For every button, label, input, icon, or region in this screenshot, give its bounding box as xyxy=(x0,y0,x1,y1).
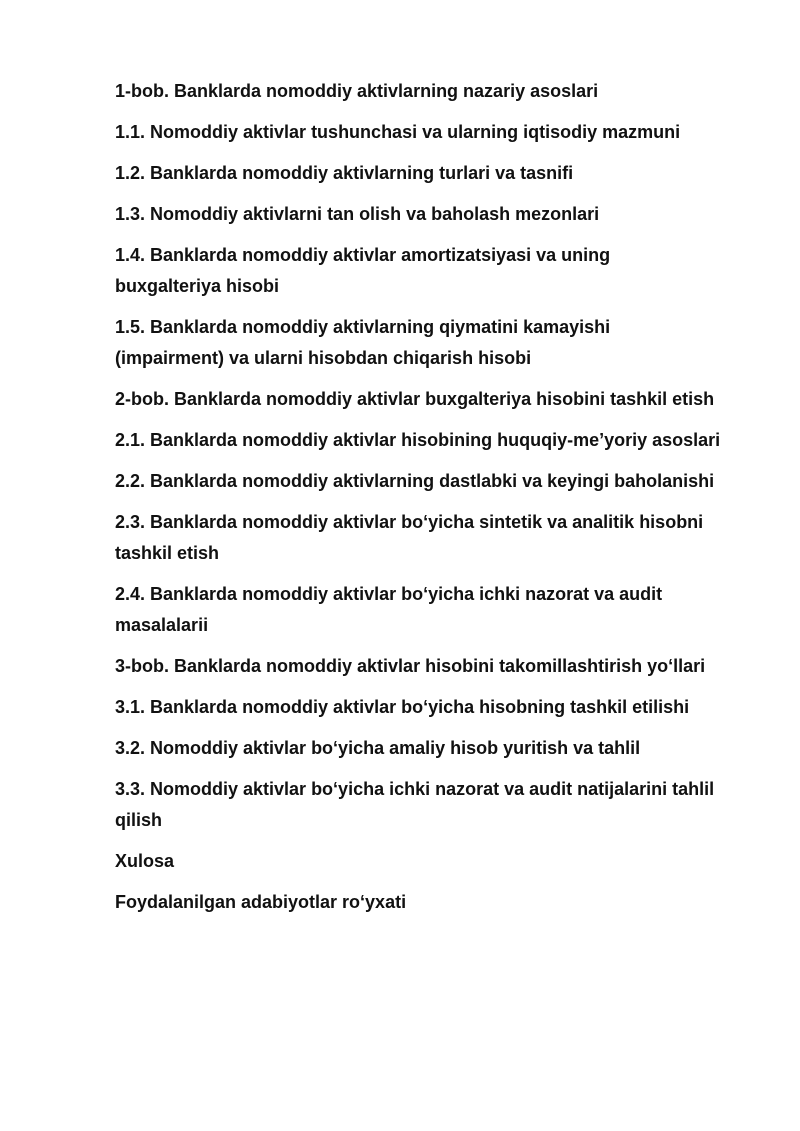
toc-section-3-2: 3.2. Nomoddiy aktivlar bo‘yicha amaliy hisob yuritish va tahlil xyxy=(115,738,641,758)
toc-section-2-4: 2.4. Banklarda nomoddiy aktivlar bo‘yicha ichki nazorat va audit masalalarii xyxy=(115,584,663,635)
toc-section-1-2: 1.2. Banklarda nomoddiy aktivlarning turlari va tasnifi xyxy=(115,163,574,183)
toc-conclusion: Xulosa xyxy=(115,851,175,871)
toc-section-1-1: 1.1. Nomoddiy aktivlar tushunchasi va ularning iqtisodiy mazmuni xyxy=(115,122,681,142)
toc-references: Foydalanilgan adabiyotlar ro‘yxati xyxy=(115,892,407,912)
toc-section-2-1: 2.1. Banklarda nomoddiy aktivlar hisobining huquqiy-me’yoriy asoslari xyxy=(115,430,721,450)
toc-section-1-5: 1.5. Banklarda nomoddiy aktivlarning qiymatini kamayishi (impairment) va ularni hisobdan chiqarish hisobi xyxy=(115,317,611,368)
toc-chapter-1: 1-bob. Banklarda nomoddiy aktivlarning nazariy asoslari xyxy=(115,81,599,101)
toc-chapter-3: 3-bob. Banklarda nomoddiy aktivlar hisobini takomillashtirish yo‘llari xyxy=(115,656,706,676)
toc-section-2-2: 2.2. Banklarda nomoddiy aktivlarning dastlabki va keyingi baholanishi xyxy=(115,471,715,491)
toc-section-3-1: 3.1. Banklarda nomoddiy aktivlar bo‘yicha hisobning tashkil etilishi xyxy=(115,697,690,717)
table-of-contents xyxy=(115,76,755,928)
toc-section-1-3: 1.3. Nomoddiy aktivlarni tan olish va baholash mezonlari xyxy=(115,204,600,224)
toc-chapter-2: 2-bob. Banklarda nomoddiy aktivlar buxgalteriya hisobini tashkil etish xyxy=(115,389,715,409)
toc-section-1-4: 1.4. Banklarda nomoddiy aktivlar amortizatsiyasi va uning buxgalteriya hisobi xyxy=(115,245,611,296)
toc-section-3-3: 3.3. Nomoddiy aktivlar bo‘yicha ichki nazorat va audit natijalarini tahlil qilish xyxy=(115,779,715,830)
toc-section-2-3: 2.3. Banklarda nomoddiy aktivlar bo‘yicha sintetik va analitik hisobni tashkil etish xyxy=(115,512,704,563)
